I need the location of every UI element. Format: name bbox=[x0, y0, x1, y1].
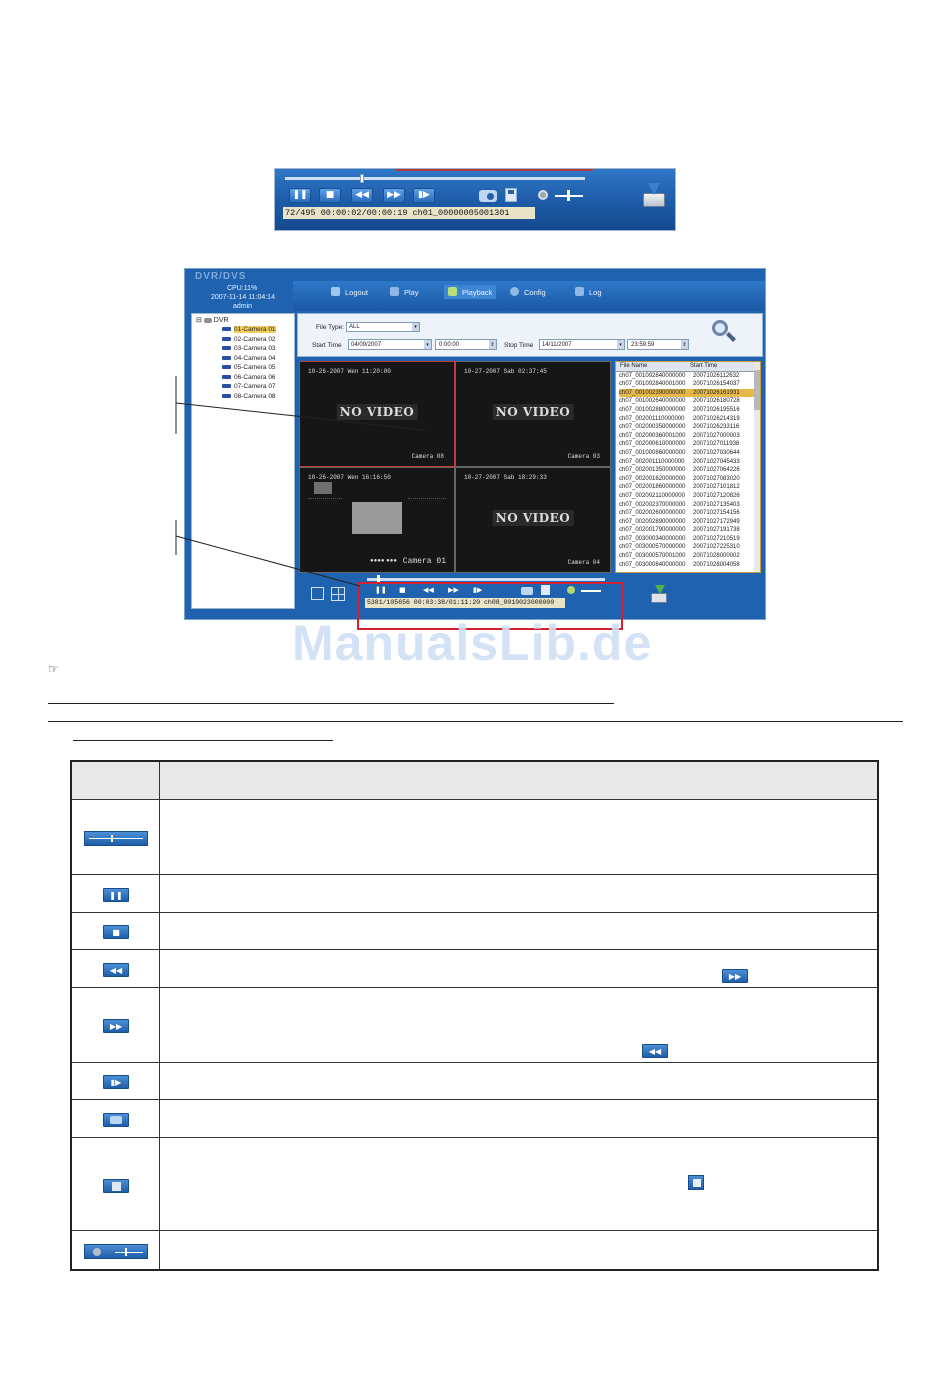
slider-handle bbox=[125, 1248, 127, 1256]
start-time-cell: 20071027064226 bbox=[693, 467, 740, 474]
start-time-cell: 20071027083020 bbox=[693, 475, 740, 482]
file-name-cell: ch07_002001110000000 bbox=[619, 458, 685, 465]
spinner-icon: ⇕ bbox=[682, 342, 687, 348]
file-name-cell: ch07_001002640000000 bbox=[619, 398, 686, 405]
nav-config-label: Config bbox=[524, 288, 546, 297]
start-time-cell: 20071027191738 bbox=[693, 527, 740, 534]
stop-date-value: 14/11/2007 bbox=[542, 342, 572, 348]
file-name-cell: ch07_003000570000000 bbox=[619, 544, 686, 551]
tree-item-label: 02-Camera 02 bbox=[234, 336, 276, 343]
user-readout: admin bbox=[233, 303, 253, 310]
stop-icon: ■ bbox=[325, 190, 335, 200]
start-time-label: Start Time bbox=[312, 342, 342, 349]
start-date-value: 04/09/2007 bbox=[351, 342, 382, 348]
frame-step-icon[interactable]: ▮▶ bbox=[473, 586, 483, 594]
start-time-cell: 20071026180728 bbox=[693, 398, 740, 405]
file-name-cell: ch07_003000570001000 bbox=[619, 553, 686, 560]
tree-item-label: 08-Camera 08 bbox=[234, 393, 276, 400]
file-name-cell: ch07_001002390000000 bbox=[619, 389, 686, 396]
pause-icon: ❚❚ bbox=[292, 190, 308, 200]
start-time-cell: 20071026214319 bbox=[693, 415, 740, 422]
file-name-cell: ch07_001002840000000 bbox=[619, 372, 686, 379]
progress-slider-icon bbox=[84, 831, 148, 846]
pause-icon: ❚❚ bbox=[103, 888, 129, 902]
start-time-cell: 20071028004058 bbox=[693, 561, 740, 568]
text-rule-3 bbox=[73, 740, 333, 741]
chevron-down-icon: ▾ bbox=[424, 340, 431, 349]
volume-slider-icon bbox=[84, 1244, 148, 1259]
start-time-cell: 20071027210519 bbox=[693, 535, 740, 542]
fast-forward-icon[interactable]: ▶▶ bbox=[448, 586, 459, 594]
table-row bbox=[72, 1138, 877, 1231]
file-name-cell: ch07_002001110000000 bbox=[619, 415, 685, 422]
tree-item-label: 07-Camera 07 bbox=[234, 383, 276, 390]
tree-item-label: 05-Camera 05 bbox=[234, 364, 276, 371]
start-time-header[interactable]: Start Time bbox=[690, 363, 718, 369]
text-rule-1 bbox=[48, 703, 614, 704]
cpu-readout: CPU:11% bbox=[227, 285, 258, 292]
tile-timestamp: 10-27-2007 Sab 02:37:45 bbox=[464, 368, 547, 375]
tile-camera-label: Camera 08 bbox=[411, 453, 444, 460]
nested-controls: ●●●● ●●● bbox=[370, 558, 398, 564]
start-time-cell: 20071026112632 bbox=[693, 372, 740, 379]
file-name-cell: ch07_002001860000000 bbox=[619, 484, 686, 491]
nav-playback-label: Playback bbox=[462, 288, 493, 297]
callout-line-1 bbox=[176, 403, 425, 430]
start-time-cell: 20071027172949 bbox=[693, 518, 740, 525]
table-header-row bbox=[72, 762, 877, 800]
rewind-icon: ◀◀ bbox=[642, 1044, 668, 1058]
start-time-cell: 20071027000003 bbox=[693, 432, 740, 439]
frame-step-icon: ▮▶ bbox=[103, 1075, 129, 1089]
start-time-cell: 20071026161931 bbox=[693, 389, 740, 396]
file-name-cell: ch07_002002600000000 bbox=[619, 510, 686, 517]
table-column-divider bbox=[159, 762, 160, 1269]
slider-handle bbox=[111, 835, 113, 842]
saved-file-icon bbox=[688, 1175, 704, 1190]
start-time-cell: 20071027154156 bbox=[693, 510, 740, 517]
table-row bbox=[72, 988, 877, 1063]
file-name-cell: ch07_002000610000000 bbox=[619, 441, 686, 448]
start-time-cell: 20071027120826 bbox=[693, 492, 740, 499]
file-name-cell: ch07_002002370000000 bbox=[619, 501, 686, 508]
table-row bbox=[72, 1063, 877, 1100]
start-time-cell: 20071027030644 bbox=[693, 449, 740, 456]
table-row bbox=[72, 800, 877, 875]
rewind-icon: ◀◀ bbox=[103, 963, 129, 977]
file-name-cell: ch07_003000340000000 bbox=[619, 535, 686, 542]
chevron-down-icon: ▾ bbox=[412, 323, 419, 331]
table-row bbox=[72, 913, 877, 950]
stop-icon[interactable]: ■ bbox=[399, 586, 406, 594]
chevron-down-icon: ▾ bbox=[617, 340, 624, 349]
file-name-cell: ch07_001000860000000 bbox=[619, 449, 686, 456]
no-video-label: NO VIDEO bbox=[337, 404, 418, 420]
tree-root[interactable]: ⊟ DVR bbox=[196, 317, 229, 324]
status-readout: 72/495 00:00:02/00:00:19 ch01_00000005001301 bbox=[283, 207, 535, 219]
save-clip-icon bbox=[103, 1179, 129, 1193]
file-name-cell: ch07_002000350000000 bbox=[619, 424, 686, 431]
fast-forward-icon: ▶▶ bbox=[722, 969, 748, 983]
note-hand-icon: ☞ bbox=[48, 662, 59, 676]
start-time-cell: 20071028000002 bbox=[693, 553, 740, 560]
fast-forward-icon: ▶▶ bbox=[387, 190, 401, 200]
table-row bbox=[72, 1100, 877, 1138]
watermark: ManualsLib.de bbox=[292, 615, 653, 671]
file-name-cell: ch07_001002840001000 bbox=[619, 381, 686, 388]
file-name-header[interactable]: File Name bbox=[620, 363, 648, 369]
stop-clock-value: 23:59:59 bbox=[631, 342, 655, 348]
disk-icon bbox=[112, 1182, 121, 1191]
tile-timestamp: 10-26-2007 Wen 16:16:50 bbox=[308, 474, 391, 481]
datetime-readout: 2007-11-14 11:04:14 bbox=[211, 294, 275, 301]
start-time-cell: 20071027101812 bbox=[693, 484, 740, 491]
app-logo: DVR/DVS bbox=[195, 271, 247, 282]
frame-step-icon: ▮▶ bbox=[418, 190, 430, 200]
file-name-cell: ch07_002002110000000 bbox=[619, 492, 685, 499]
stop-time-label: Stop Time bbox=[504, 342, 534, 349]
file-type-label: File Type: bbox=[316, 324, 345, 331]
table-row bbox=[72, 950, 877, 988]
start-time-cell: 20071026195516 bbox=[693, 406, 740, 413]
start-time-cell: 20071027225310 bbox=[693, 544, 740, 551]
table-row bbox=[72, 875, 877, 913]
camera-icon bbox=[110, 1116, 122, 1124]
stop-icon: ■ bbox=[103, 925, 129, 939]
snapshot-icon bbox=[103, 1113, 129, 1127]
file-name-cell: ch07_002001790000000 bbox=[619, 527, 686, 534]
tree-item-label: 03-Camera 03 bbox=[234, 345, 276, 352]
start-time-cell: 20071026154037 bbox=[693, 381, 740, 388]
fast-forward-icon: ▶▶ bbox=[103, 1019, 129, 1033]
start-clock-value: 0:00:00 bbox=[439, 342, 460, 348]
tile-camera-label: Camera 03 bbox=[567, 453, 600, 460]
file-name-cell: ch07_002001620000000 bbox=[619, 475, 686, 482]
table-row bbox=[72, 1231, 877, 1269]
slider-track bbox=[89, 838, 143, 839]
file-name-cell: ch07_002001350000000 bbox=[619, 467, 686, 474]
rewind-icon[interactable]: ◀◀ bbox=[423, 586, 434, 594]
tile-timestamp: 10-26-2007 Wen 11:20:00 bbox=[308, 368, 391, 375]
nav-logout-label: Logout bbox=[345, 288, 368, 297]
tree-item-label: 04-Camera 04 bbox=[234, 355, 276, 362]
no-video-label: NO VIDEO bbox=[493, 510, 574, 526]
rewind-icon: ◀◀ bbox=[355, 190, 369, 200]
nav-play-label: Play bbox=[404, 288, 419, 297]
tree-item-label: 01-Camera 01 bbox=[234, 326, 276, 333]
spinner-icon: ⇕ bbox=[490, 342, 495, 348]
playback-status-readout: 5381/105656 00:03:38/01:11:20 ch08_0010023000000 bbox=[365, 598, 565, 608]
speaker-icon bbox=[93, 1248, 101, 1256]
file-icon bbox=[693, 1179, 701, 1187]
file-name-cell: ch07_001002880000000 bbox=[619, 406, 686, 413]
file-type-value: ALL bbox=[349, 324, 360, 330]
slider-track bbox=[115, 1252, 143, 1253]
start-time-cell: 20071027011938 bbox=[693, 441, 740, 448]
callout-line-2 bbox=[176, 536, 360, 586]
file-name-cell: ch07_003000840000000 bbox=[619, 561, 686, 568]
tree-item-label: 06-Camera 06 bbox=[234, 374, 276, 381]
start-time-cell: 20071027045433 bbox=[693, 458, 740, 465]
tile-camera-label: Camera 01 bbox=[402, 557, 446, 566]
start-time-cell: 20071026233116 bbox=[693, 424, 740, 431]
button-reference-table bbox=[70, 760, 879, 1271]
tile-timestamp: 10-27-2007 Sab 18:29:33 bbox=[464, 474, 547, 481]
tile-camera-label: Camera 04 bbox=[567, 559, 600, 566]
text-rule-2 bbox=[48, 721, 903, 722]
file-name-cell: ch07_002002890000000 bbox=[619, 518, 686, 525]
file-name-cell: ch07_002000360001000 bbox=[619, 432, 686, 439]
tree-root-label: DVR bbox=[213, 317, 229, 324]
start-time-cell: 20071027135403 bbox=[693, 501, 740, 508]
no-video-label: NO VIDEO bbox=[493, 404, 574, 420]
pause-icon[interactable]: ❚❚ bbox=[375, 586, 387, 594]
nav-log-label: Log bbox=[589, 288, 602, 297]
